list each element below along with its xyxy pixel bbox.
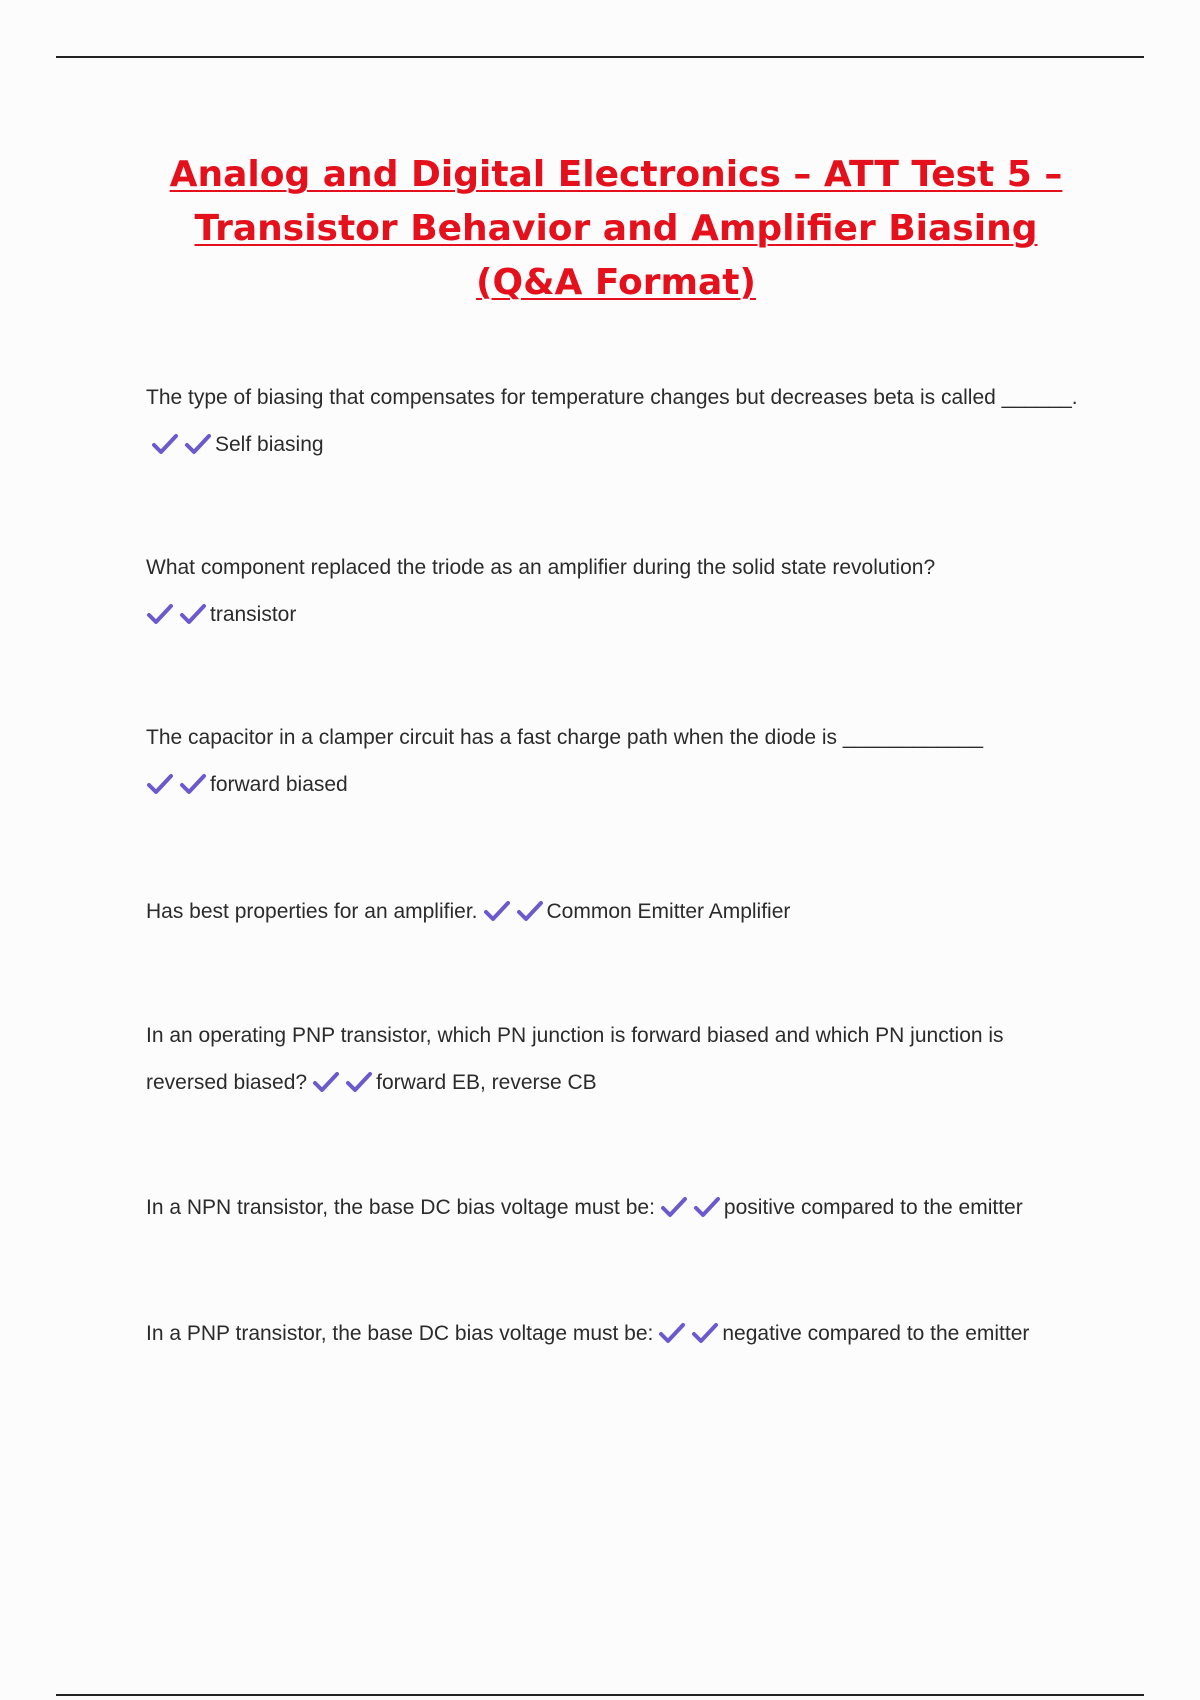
question-text: In an operating PNP transistor, which PN junction is forward biased and which PN junction is reversed biased? [146, 1024, 1004, 1094]
check-icon [691, 1321, 719, 1345]
check-icon [146, 602, 174, 626]
check-icon [179, 772, 207, 796]
check-icon [693, 1195, 721, 1219]
qa-item-2 [146, 544, 1086, 638]
top-rule [56, 56, 1144, 58]
check-icon [516, 899, 544, 923]
bottom-rule [56, 1694, 1144, 1696]
question-text: What component replaced the triode as an amplifier during the solid state revolution? [146, 556, 936, 579]
question-text: The capacitor in a clamper circuit has a fast charge path when the diode is ____________ [146, 726, 984, 749]
check-icon [345, 1070, 373, 1094]
check-icon [658, 1321, 686, 1345]
check-icon [146, 772, 174, 796]
answer-text: forward biased [210, 773, 348, 796]
check-icon [312, 1070, 340, 1094]
answer-text: negative compared to the emitter [722, 1322, 1030, 1345]
question-text: The type of biasing that compensates for temperature changes but decreases beta is called ______. [146, 386, 1078, 409]
qa-item-6 [146, 1184, 1086, 1231]
question-text: In a PNP transistor, the base DC bias voltage must be: [146, 1322, 654, 1345]
answer-text: positive compared to the emitter [723, 1196, 1023, 1219]
qa-item-5 [146, 1012, 1086, 1106]
check-icon [483, 899, 511, 923]
question-text: Has best properties for an amplifier. [146, 900, 478, 923]
qa-item-1 [146, 374, 1086, 468]
qa-item-3 [146, 714, 1086, 808]
question-text: In a NPN transistor, the base DC bias voltage must be: [146, 1196, 655, 1219]
check-icon [179, 602, 207, 626]
qa-item-7 [146, 1310, 1086, 1357]
answer-text: Self biasing [215, 433, 324, 456]
check-icon [184, 432, 212, 456]
qa-item-4 [146, 888, 1086, 935]
answer-text: transistor [210, 603, 297, 626]
check-icon [151, 432, 179, 456]
answer-text: forward EB, reverse CB [376, 1071, 597, 1094]
answer-text: Common Emitter Amplifier [546, 900, 791, 923]
document-title: Analog and Digital Electronics – ATT Test 5 – Transistor Behavior and Amplifier Biasing (Q&A Format) [169, 154, 1063, 303]
check-icon [660, 1195, 688, 1219]
